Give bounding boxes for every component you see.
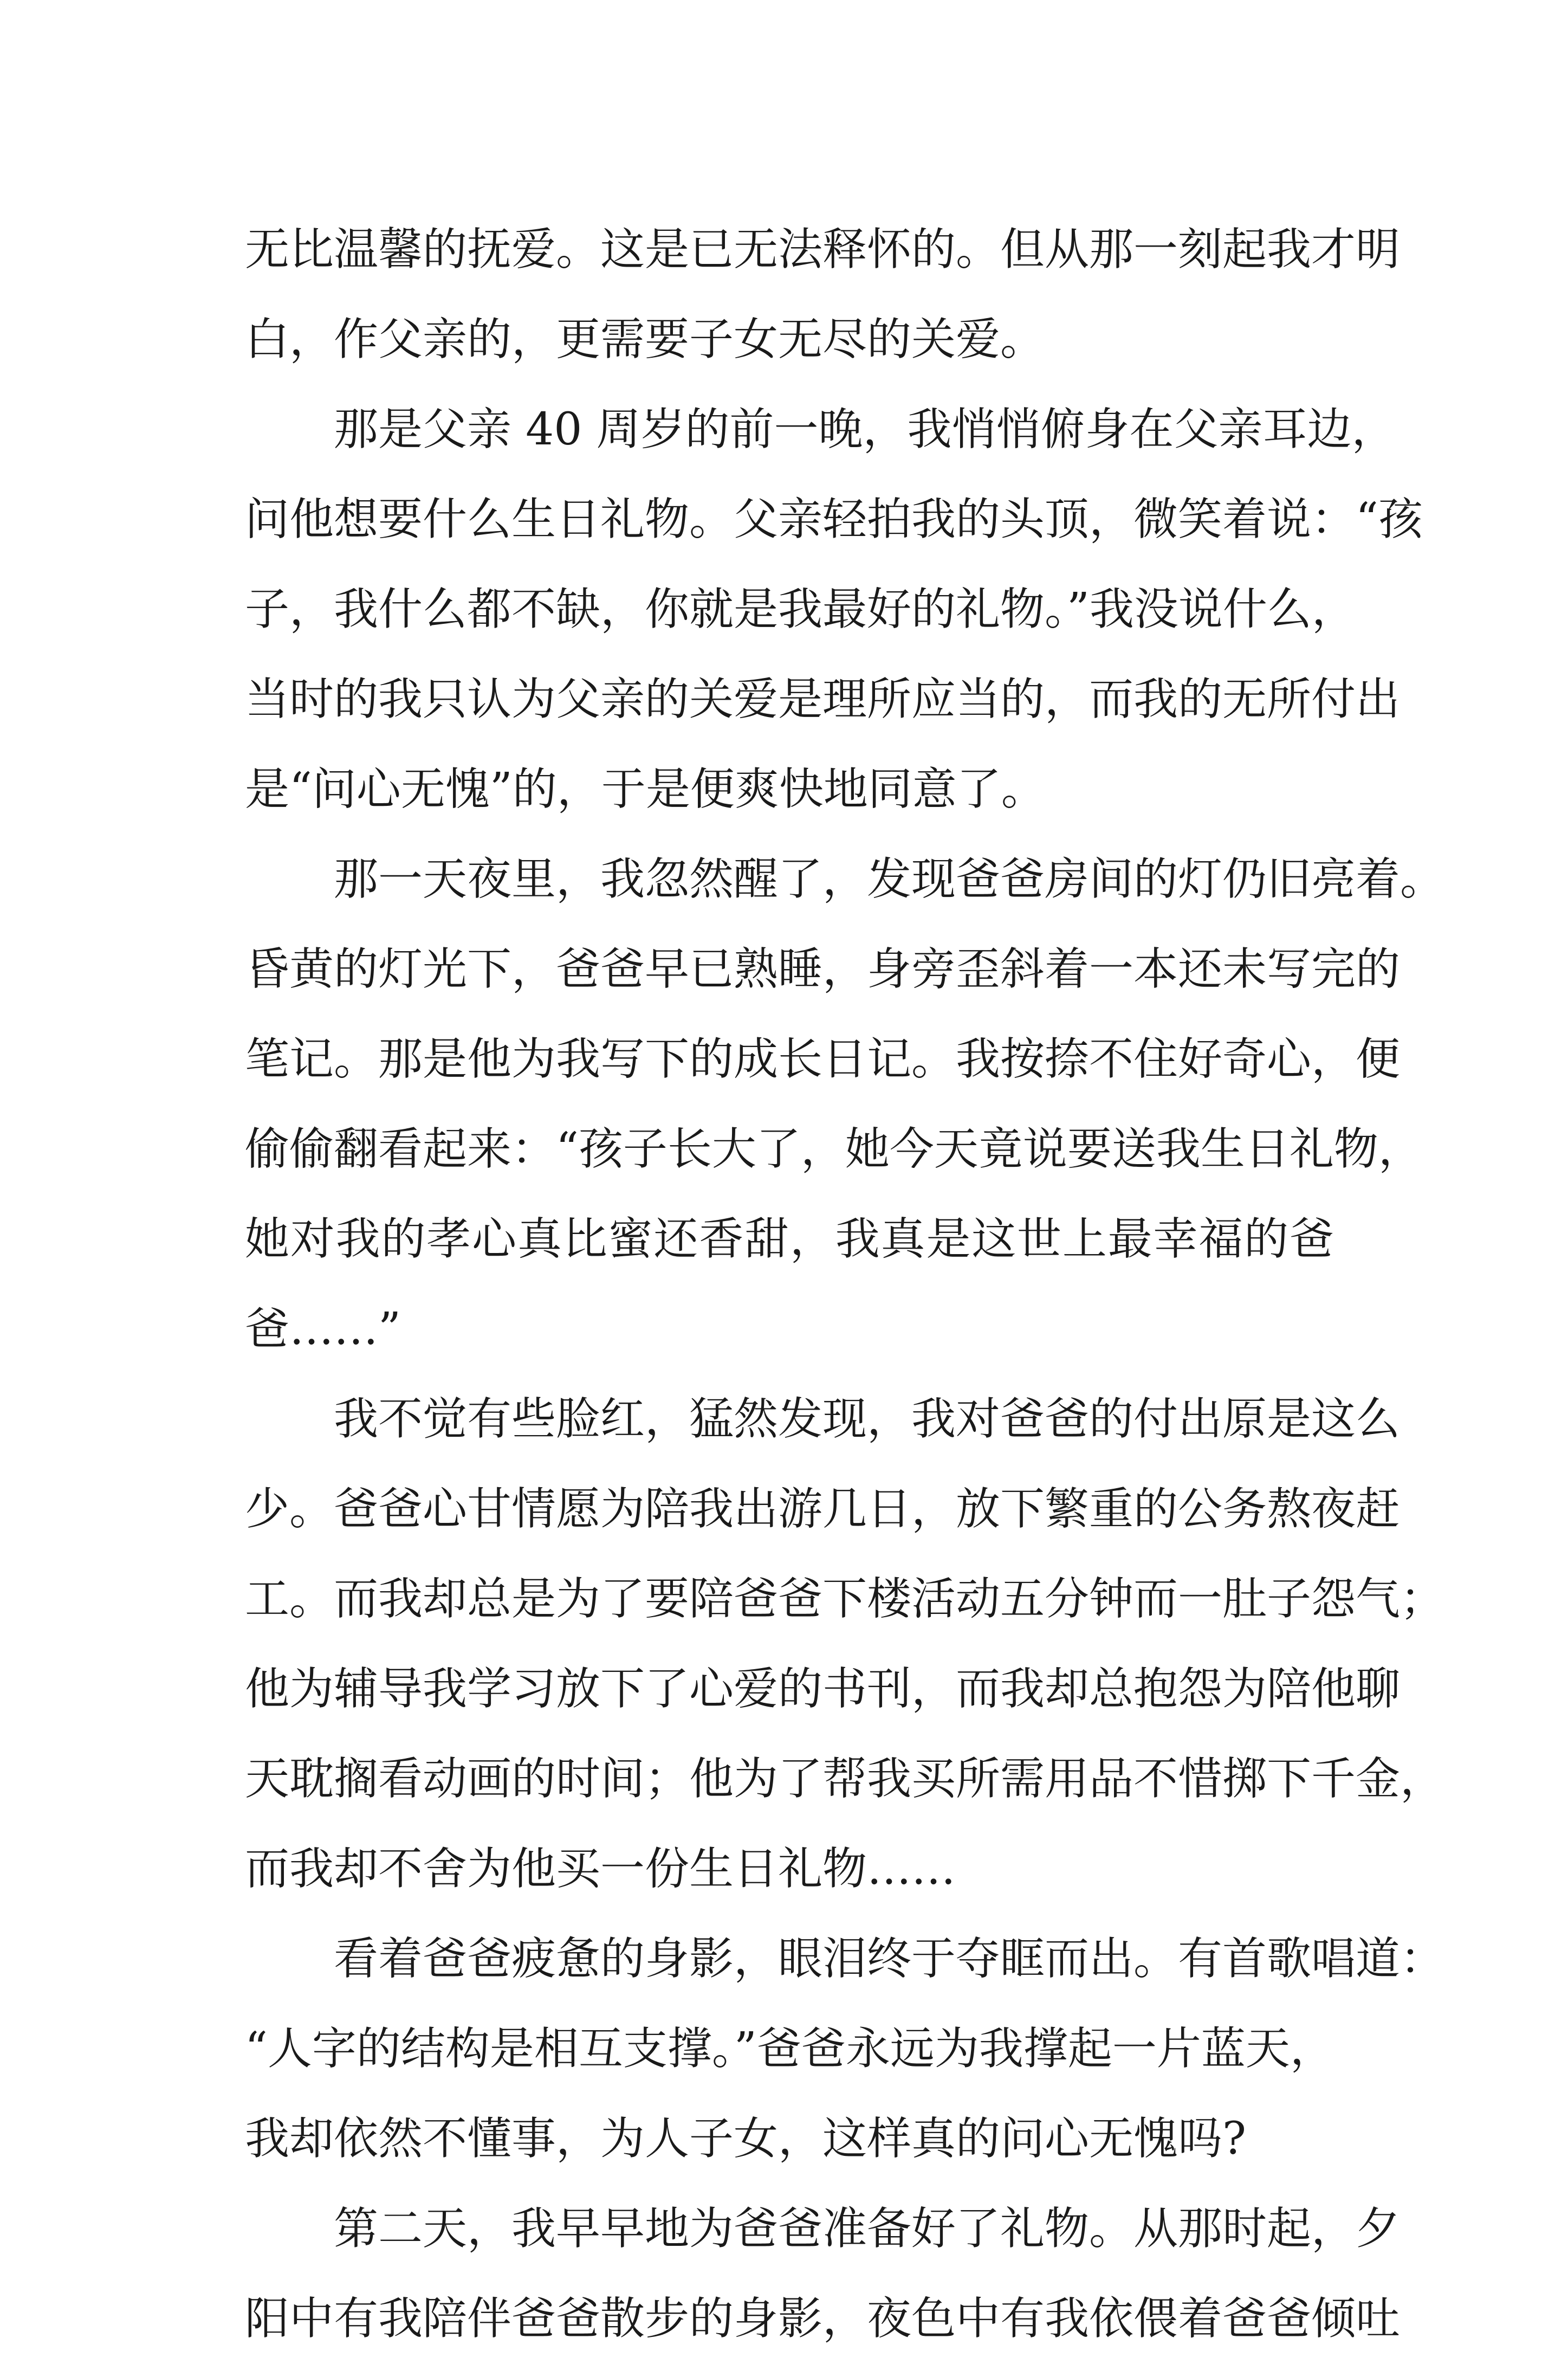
text-line: 阳中有我陪伴爸爸散步的身影，夜色中有我依偎着爸爸倾吐 xyxy=(245,2293,1401,2344)
text-line: 白，作父亲的，更需要子女无尽的关爱。 xyxy=(245,314,1045,365)
text-line: 那一天夜里，我忽然醒了，发现爸爸房间的灯仍旧亮着。 xyxy=(334,854,1445,905)
text-line: 昏黄的灯光下，爸爸早已熟睡，身旁歪斜着一本还未写完的 xyxy=(245,944,1401,995)
text-line: 她对我的孝心真比蜜还香甜，我真是这世上最幸福的爸 xyxy=(245,1213,1334,1265)
text-line: 工。而我却总是为了要陪爸爸下楼活动五分钟而一肚子怨气； xyxy=(245,1573,1445,1625)
text-line: 爸……” xyxy=(245,1303,401,1355)
text-line: “人字的结构是相互支撑。”爸爸永远为我撑起一片蓝天， xyxy=(245,2023,1334,2075)
text-line: 第二天，我早早地为爸爸准备好了礼物。从那时起，夕 xyxy=(334,2203,1401,2255)
text-line: 偷偷翻看起来：“孩子长大了，她今天竟说要送我生日礼物， xyxy=(245,1123,1423,1175)
text-line: 他为辅导我学习放下了心爱的书刊，而我却总抱怨为陪他聊 xyxy=(245,1663,1401,1715)
text-line: 天耽搁看动画的时间；他为了帮我买所需用品不惜掷下千金， xyxy=(245,1753,1445,1805)
text-line: 我不觉有些脸红，猛然发现，我对爸爸的付出原是这么 xyxy=(334,1393,1401,1445)
text-line: 那是父亲 40 周岁的前一晚，我悄悄俯身在父亲耳边， xyxy=(334,404,1396,455)
text-line: 少。爸爸心甘情愿为陪我出游几日，放下繁重的公务熬夜赶 xyxy=(245,1483,1401,1535)
text-line: 看着爸爸疲惫的身影，眼泪终于夺眶而出。有首歌唱道： xyxy=(334,1933,1445,1985)
text-line: 而我却不舍为他买一份生日礼物…… xyxy=(245,1843,956,1895)
text-line: 笔记。那是他为我写下的成长日记。我按捺不住好奇心，便 xyxy=(245,1034,1401,1085)
text-line: 是“问心无愧”的，于是便爽快地同意了。 xyxy=(245,764,1046,815)
text-line: 我却依然不懂事，为人子女，这样真的问心无愧吗? xyxy=(245,2113,1246,2165)
text-line: 问他想要什么生日礼物。父亲轻拍我的头顶，微笑着说：“孩 xyxy=(245,494,1423,545)
text-line: 无比温馨的抚爱。这是已无法释怀的。但从那一刻起我才明 xyxy=(245,224,1401,275)
text-line: 当时的我只认为父亲的关爱是理所应当的，而我的无所付出 xyxy=(245,674,1401,725)
text-line: 子，我什么都不缺，你就是我最好的礼物。”我没说什么， xyxy=(245,584,1356,635)
body-text xyxy=(245,205,1445,2364)
